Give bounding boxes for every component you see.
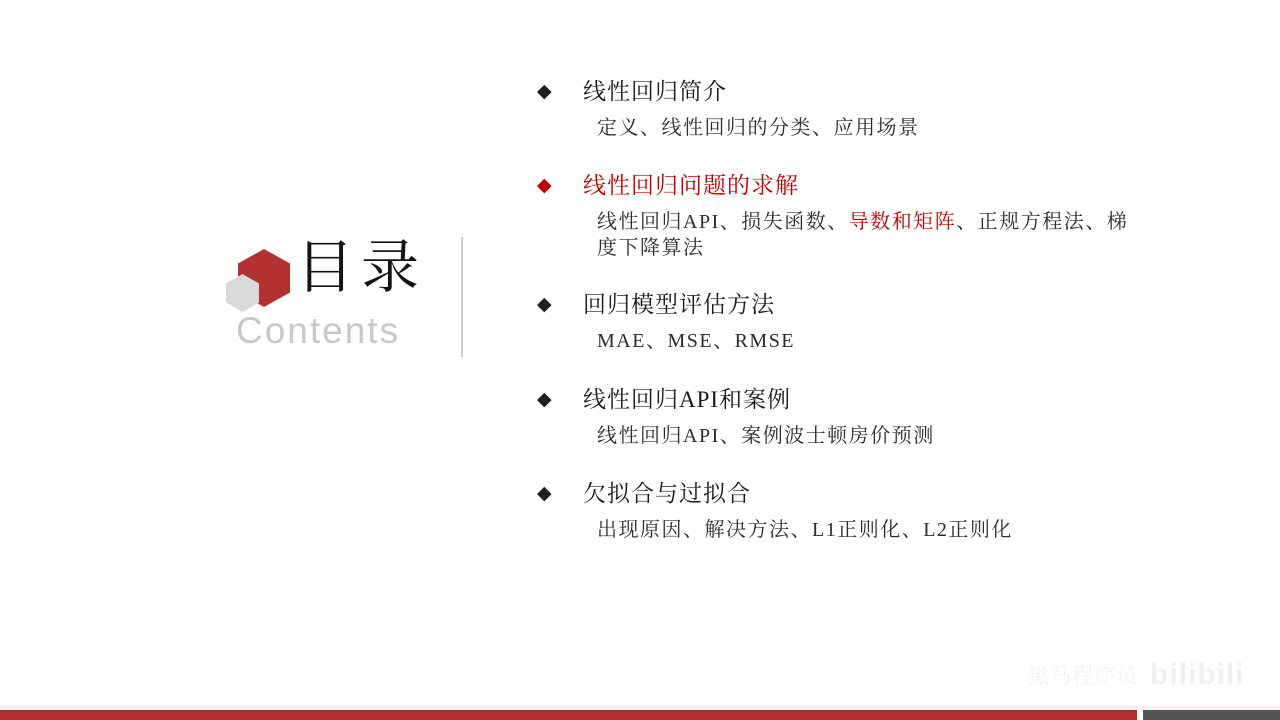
vertical-divider bbox=[461, 237, 463, 357]
toc-item-header bbox=[537, 172, 1177, 199]
toc-item-title: 线性回归问题的求解 bbox=[583, 173, 799, 198]
subtitle-text: 定义、线性回归的分类、应用场景 bbox=[597, 117, 920, 139]
subtitle-text: 线性回归API、损失函数、 bbox=[597, 211, 849, 233]
diamond-bullet-icon: ◆ bbox=[537, 293, 552, 315]
toc-item-header bbox=[537, 386, 1177, 413]
diamond-bullet-icon: ◆ bbox=[537, 80, 552, 102]
subtitle-text: 、正规方程法、梯 bbox=[956, 211, 1129, 233]
subtitle-text: MAE、MSE、RMSE bbox=[597, 330, 796, 352]
toc-item-header bbox=[537, 291, 1177, 318]
diamond-bullet-icon: ◆ bbox=[537, 174, 552, 196]
toc-item-title: 线性回归简介 bbox=[583, 79, 727, 104]
bilibili-logo: bilibili bbox=[1150, 658, 1245, 691]
toc-item-title: 线性回归API和案例 bbox=[583, 387, 792, 412]
toc-item-4 bbox=[537, 386, 1177, 449]
toc-item-subtitle bbox=[597, 115, 1157, 141]
toc-item-title: 欠拟合与过拟合 bbox=[583, 481, 751, 506]
toc-item-header bbox=[537, 78, 1177, 105]
toc-title-en: Contents bbox=[236, 310, 401, 351]
watermark bbox=[1028, 658, 1245, 692]
diamond-bullet-icon: ◆ bbox=[537, 482, 552, 504]
subtitle-text: 线性回归API、案例波士顿房价预测 bbox=[597, 425, 935, 447]
toc-item-2 bbox=[537, 172, 1177, 261]
diamond-bullet-icon: ◆ bbox=[537, 388, 552, 410]
bottom-bar-red bbox=[0, 710, 1137, 720]
toc-item-header bbox=[537, 480, 1177, 507]
watermark-uploader-name: 黑马程序员 bbox=[1028, 665, 1138, 688]
bottom-bar-gray bbox=[1143, 710, 1280, 720]
toc-item-5 bbox=[537, 480, 1177, 543]
hexagon-icon-gray bbox=[226, 274, 259, 312]
subtitle-text: 度下降算法 bbox=[597, 237, 705, 259]
toc-item-subtitle bbox=[597, 423, 1157, 449]
subtitle-text: 出现原因、解决方法、L1正则化、L2正则化 bbox=[597, 519, 1013, 541]
toc-title-zh: 目录 bbox=[296, 235, 427, 300]
toc-item-subtitle bbox=[597, 517, 1157, 543]
toc-item-title: 回归模型评估方法 bbox=[583, 292, 775, 317]
toc-item-1 bbox=[537, 78, 1177, 141]
toc-item-subtitle bbox=[597, 328, 1157, 354]
toc-item-subtitle bbox=[597, 209, 1157, 261]
toc-item-3 bbox=[537, 291, 1177, 354]
subtitle-text-highlight: 导数和矩阵 bbox=[848, 211, 957, 233]
